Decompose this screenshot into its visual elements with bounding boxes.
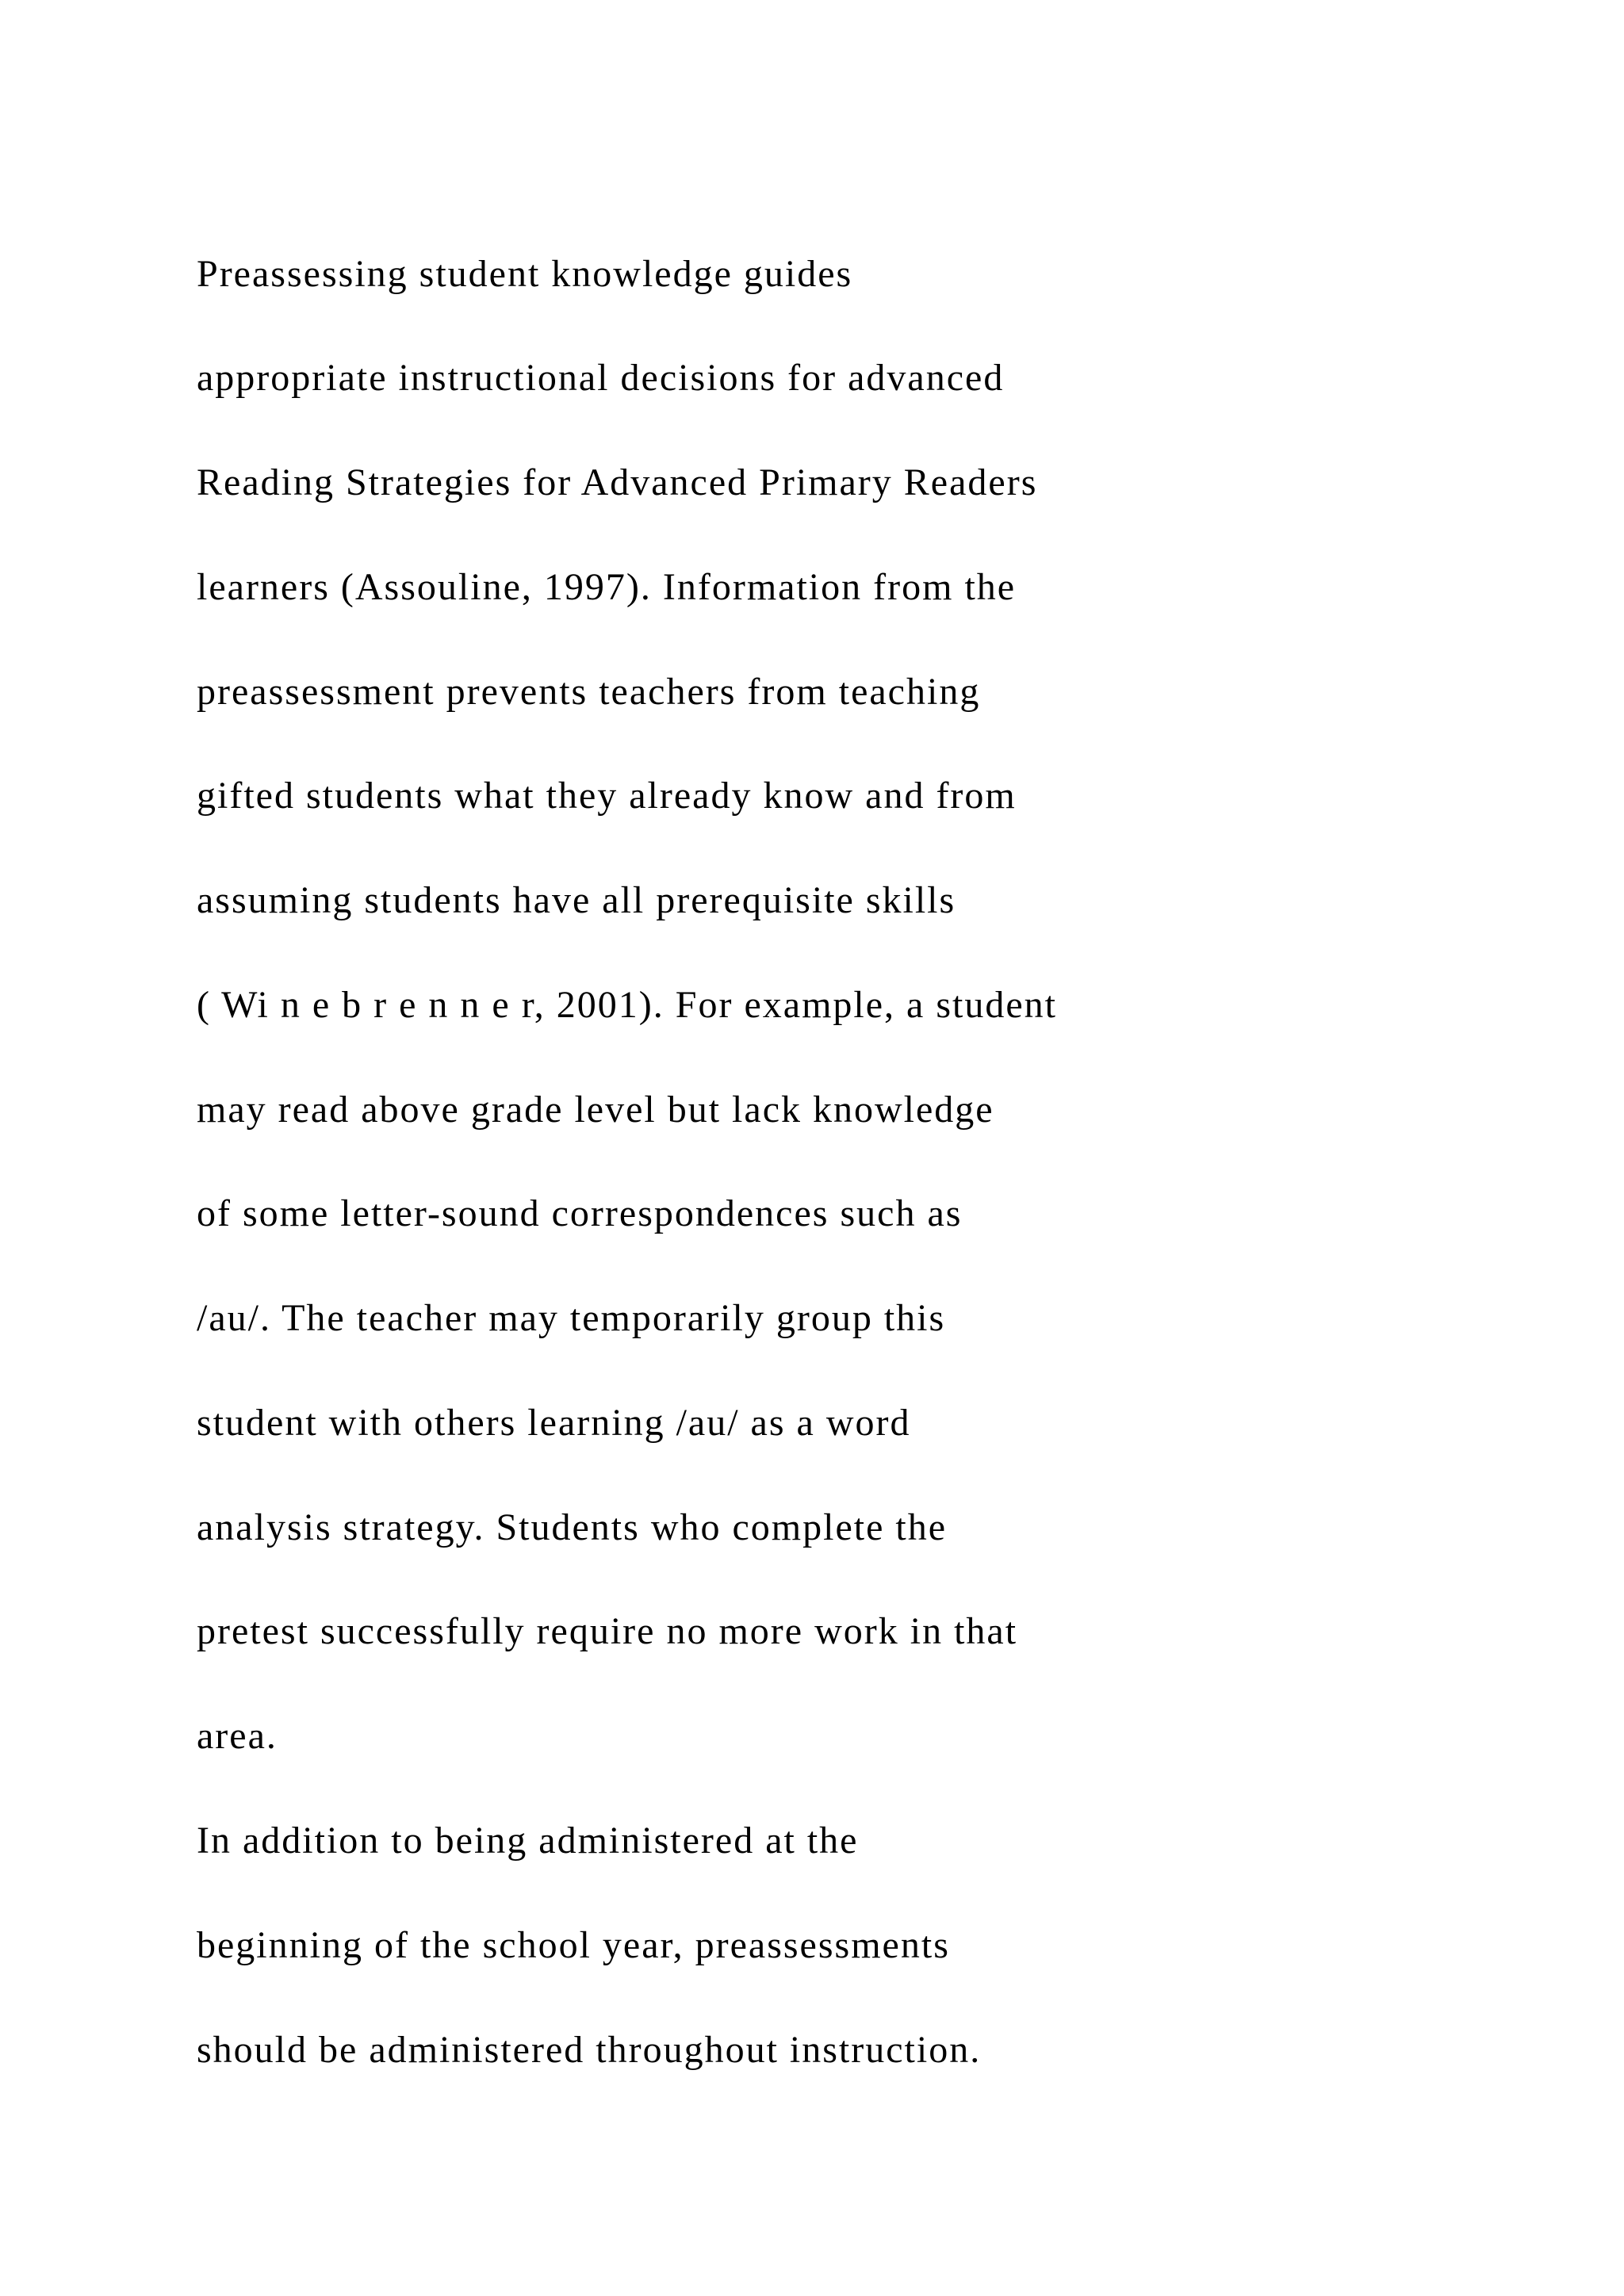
text-line: pretest successfully require no more work in that <box>197 1610 1018 1652</box>
text-line: Preassessing student knowledge guides <box>197 253 853 295</box>
text-line: should be administered throughout instruction. <box>197 2029 982 2071</box>
text-line: ( Wi n e b r e n n e r, 2001). For example, a student <box>197 984 1058 1026</box>
text-line: In addition to being administered at the <box>197 1820 859 1862</box>
text-line: learners (Assouline, 1997). Information from the <box>197 566 1017 608</box>
text-line: assuming students have all prerequisite skills <box>197 879 956 921</box>
text-line: appropriate instructional decisions for advanced <box>197 357 1005 399</box>
text-line: /au/. The teacher may temporarily group this <box>197 1297 946 1339</box>
text-line: Reading Strategies for Advanced Primary Readers <box>197 461 1038 503</box>
text-line: beginning of the school year, preassessments <box>197 1924 950 1966</box>
text-line: gifted students what they already know and from <box>197 775 1017 817</box>
text-line: analysis strategy. Students who complete the <box>197 1506 948 1548</box>
text-line: preassessment prevents teachers from teaching <box>197 671 981 713</box>
text-line: may read above grade level but lack knowledge <box>197 1089 994 1131</box>
text-line: area. <box>197 1715 278 1757</box>
text-line: student with others learning /au/ as a word <box>197 1402 911 1444</box>
text-line: of some letter-sound correspondences such as <box>197 1192 963 1234</box>
